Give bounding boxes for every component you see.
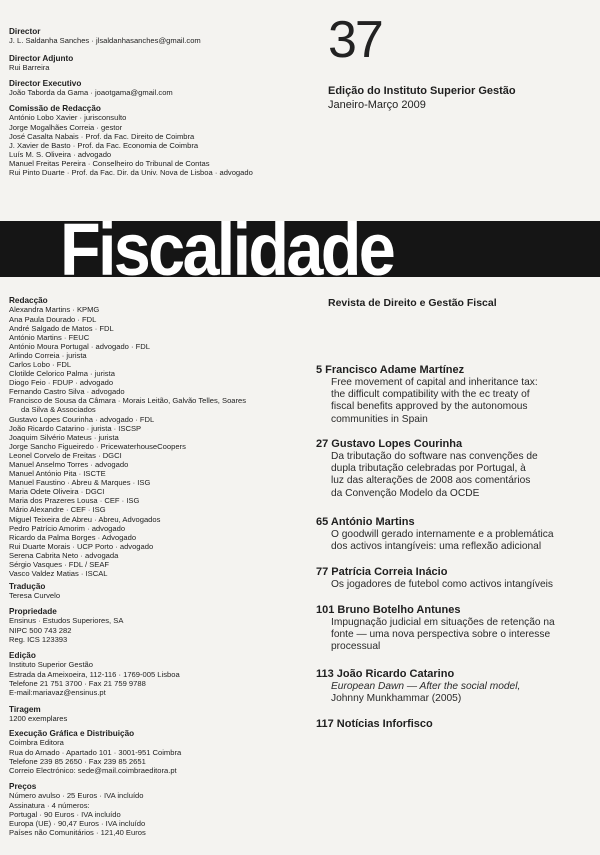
precos-line: Europa (UE) · 90,47 Euros · IVA incluído: [9, 818, 146, 828]
redaccao-member: Maria dos Prazeres Lousa · CEF · ISG: [9, 496, 140, 506]
toc-heading: 5 Francisco Adame Martínez: [316, 364, 465, 376]
execucao-label: Execução Gráfica e Distribuição: [9, 729, 135, 738]
comissao-member: Jorge Mogalhães Correia · gestor: [9, 122, 123, 132]
toc-desc-line: Os jogadores de futebol como activos intangíveis: [331, 579, 553, 590]
propriedade-block: [9, 607, 309, 644]
comissao-member: José Casalta Nabais · Prof. da Fac. Direito de Coimbra: [9, 131, 195, 141]
toc-desc-line: Johnny Munkhammar (2005): [331, 693, 462, 705]
redaccao-member: da Silva & Associados: [21, 405, 96, 415]
toc-entry-2: [316, 438, 596, 500]
toc-heading: 27 Gustavo Lopes Courinha: [316, 438, 463, 450]
issue-number: 37: [328, 11, 382, 69]
director-executivo-name: João Taborda da Gama · joaotgama@gmail.com: [9, 88, 173, 98]
redaccao-member: Leonel Corvelo de Freitas · DGCI: [9, 450, 122, 460]
traducao-name: Teresa Curvelo: [9, 591, 61, 601]
director-executivo-block: [9, 79, 309, 98]
redaccao-member: Vasco Valdez Matias · ISCAL: [9, 569, 108, 579]
edicao-line: Estrada da Ameixoeira, 112-116 · 1769-005 Lisboa: [9, 669, 180, 679]
propriedade-line: Reg. ICS 123393: [9, 634, 68, 644]
toc-entry-3: [316, 516, 596, 553]
redaccao-member: Rui Duarte Morais · UCP Porto · advogado: [9, 541, 154, 551]
execucao-line: Coimbra Editora: [9, 738, 64, 748]
toc-desc-line: luz das alterações de 2008 aos comentários: [331, 475, 531, 487]
edicao-label: Edição: [9, 651, 36, 660]
precos-line: Número avulso · 25 Euros · IVA incluído: [9, 791, 144, 801]
comissao-member: Luís M. S. Oliveira · advogado: [9, 149, 112, 159]
toc-heading: 117 Notícias Inforfisco: [316, 718, 433, 730]
redaccao-member: João Ricardo Catarino · jurista · ISCSP: [9, 423, 142, 433]
comissao-member: J. Xavier de Basto · Prof. da Fac. Economia de Coimbra: [9, 140, 199, 150]
comissao-member: Rui Pinto Duarte · Prof. da Fac. Dir. da Univ. Nova de Lisboa · advogado: [9, 167, 253, 177]
toc-heading: 101 Bruno Botelho Antunes: [316, 604, 461, 616]
redaccao-member: Serena Cabrita Neto · advogada: [9, 550, 119, 560]
comissao-member: António Lobo Xavier · jurisconsulto: [9, 113, 127, 123]
propriedade-line: Ensinus · Estudos Superiores, SA: [9, 616, 124, 626]
redaccao-member: Diogo Feio · FDUP · advogado: [9, 378, 114, 388]
precos-line: Assinatura · 4 números:: [9, 800, 90, 810]
toc-desc-line: fiscal benefits approved by the autonomous: [331, 401, 528, 413]
redaccao-member: António Moura Portugal · advogado · FDL: [9, 341, 150, 351]
comissao-member: Manuel Freitas Pereira · Conselheiro do Tribunal de Contas: [9, 158, 210, 168]
precos-label: Preços: [9, 782, 37, 791]
redaccao-member: Clotilde Celorico Palma · jurista: [9, 369, 115, 379]
edicao-email: E-mail:mariavaz@ensinus.pt: [9, 687, 106, 697]
redaccao-member: Sérgio Vasques · FDL / SEAF: [9, 560, 110, 570]
director-label: Director: [9, 27, 41, 36]
redaccao-member: Ana Paula Dourado · FDL: [9, 314, 97, 324]
director-adjunto-name: Rui Barreira: [9, 63, 50, 73]
redaccao-member: Arlindo Correia · jurista: [9, 350, 87, 360]
toc-desc-line: processual: [331, 641, 381, 653]
propriedade-label: Propriedade: [9, 607, 57, 616]
toc-desc-line: O goodwill gerado internamente e a problemática: [331, 529, 554, 540]
toc-desc-line: da Convenção Modelo da OCDE: [331, 487, 480, 499]
edicao-line: Telefone 21 751 3700 · Fax 21 759 9788: [9, 678, 146, 688]
comissao-block: [9, 104, 309, 177]
redaccao-member: Fernando Castro Silva · advogado: [9, 387, 125, 397]
redaccao-block: [9, 296, 309, 578]
execucao-block: [9, 729, 309, 775]
redaccao-member: Manuel Anselmo Torres · advogado: [9, 460, 129, 469]
edicao-block: [9, 651, 309, 697]
redaccao-member: Francisco de Sousa da Câmara · Morais Leitão, Galvão Telles, Soares: [9, 396, 247, 406]
redaccao-member: Joaquim Silvério Mateus · jurista: [9, 432, 119, 442]
director-name: J. L. Saldanha Sanches · jlsaldanhasanches@gmail.com: [9, 36, 201, 46]
redaccao-member: Manuel Faustino · Abreu & Marques · ISG: [9, 478, 151, 488]
traducao-label: Tradução: [9, 582, 46, 591]
precos-block: [9, 782, 309, 837]
director-adjunto-label: Director Adjunto: [9, 54, 74, 63]
director-executivo-label: Director Executivo: [9, 79, 82, 88]
tiragem-block: [9, 705, 309, 724]
precos-line: Países não Comunitários · 121,40 Euros: [9, 827, 146, 837]
toc-heading: 113 João Ricardo Catarino: [316, 668, 455, 680]
propriedade-line: NIPC 500 743 282: [9, 625, 72, 635]
edition-title: Edição do Instituto Superior Gestão: [328, 85, 516, 97]
toc-entry-4: [316, 566, 596, 591]
toc-desc-line: dos activos intangíveis: uma reflexão adicional: [331, 541, 542, 553]
precos-line: Portugal · 90 Euros · IVA incluído: [9, 809, 121, 819]
toc-entry-7: [316, 718, 596, 731]
toc-heading: 77 Patrícia Correia Inácio: [316, 566, 448, 578]
redaccao-member: Mário Alexandre · CEF · ISG: [9, 505, 106, 515]
redaccao-member: António Martins · FEUC: [9, 332, 90, 342]
execucao-line: Telefone 239 85 2650 · Fax 239 85 2651: [9, 756, 146, 766]
masthead-title: Fiscalidade: [60, 208, 394, 291]
traducao-block: [9, 582, 309, 601]
toc-desc-line: the difficult compatibility with the ec treaty of: [331, 389, 530, 401]
toc-desc-line: Da tributação do software nas convenções de: [331, 451, 538, 462]
edicao-line: Instituto Superior Gestão: [9, 660, 93, 670]
redaccao-member: Manuel António Pita · ISCTE: [9, 469, 106, 479]
toc-desc-line: communities in Spain: [331, 413, 428, 425]
redaccao-member: Jorge Sancho Figueiredo · PricewaterhouseCoopers: [9, 441, 186, 451]
director-block: [9, 27, 309, 46]
redaccao-member: Ricardo da Palma Borges · Advogado: [9, 532, 137, 542]
toc-entry-1: [316, 364, 596, 426]
redaccao-label: Redacção: [9, 296, 48, 305]
tiragem-label: Tiragem: [9, 705, 41, 714]
toc-desc-line: European Dawn — After the social model,: [331, 681, 521, 692]
toc-desc-line: Free movement of capital and inheritance tax:: [331, 377, 538, 388]
redaccao-member: André Salgado de Matos · FDL: [9, 323, 114, 333]
toc-heading: 65 António Martins: [316, 516, 415, 528]
redaccao-list: [9, 305, 309, 578]
redaccao-member: Miguel Teixeira de Abreu · Abreu, Advogados: [9, 514, 161, 524]
redaccao-member: Maria Odete Oliveira · DGCI: [9, 487, 105, 497]
redaccao-member: Carlos Lobo · FDL: [9, 359, 72, 369]
execucao-line: Rua do Arnado · Apartado 101 · 3001-951 Coimbra: [9, 747, 182, 757]
edition-date: Janeiro-Março 2009: [328, 99, 426, 111]
comissao-label: Comissão de Redacção: [9, 104, 101, 113]
toc-desc-line: fonte — uma nova perspectiva sobre o interesse: [331, 629, 551, 641]
redaccao-member: Alexandra Martins · KPMG: [9, 305, 100, 315]
toc-entry-6: [316, 668, 596, 705]
redaccao-member: Gustavo Lopes Courinha · advogado · FDL: [9, 414, 155, 424]
masthead-subtitle: Revista de Direito e Gestão Fiscal: [328, 297, 497, 309]
redaccao-member: Pedro Patrício Amorim · advogado: [9, 523, 126, 533]
toc-desc-line: dupla tributação celebradas por Portugal, à: [331, 463, 526, 475]
toc-entry-5: [316, 604, 596, 654]
execucao-email: Correio Electrónico: sede@mail.coimbraeditora.pt: [9, 765, 177, 775]
toc-desc-line: Impugnação judicial em situações de retenção na: [331, 617, 555, 628]
director-adjunto-block: [9, 54, 309, 73]
tiragem-value: 1200 exemplares: [9, 714, 68, 724]
